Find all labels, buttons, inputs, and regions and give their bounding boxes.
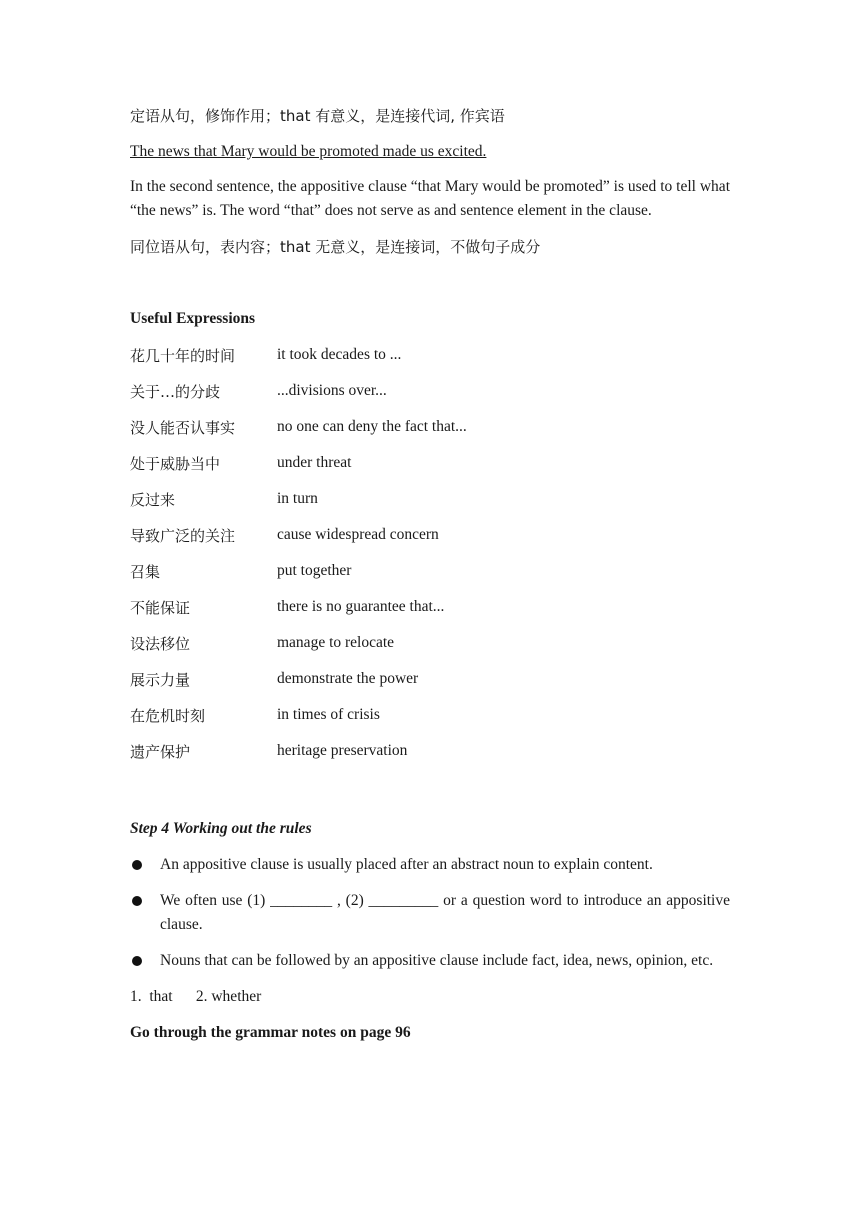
expressions-list: [130, 337, 730, 769]
expression-en: it took decades to ...: [277, 346, 402, 363]
expression-cn: 设法移位: [130, 634, 191, 653]
expression-row: [130, 409, 730, 445]
expression-en: demonstrate the power: [277, 670, 419, 687]
answers-line: 1. that 2. whether: [130, 988, 262, 1005]
rule-text: An appositive clause is usually placed after an abstract noun to explain content.: [160, 856, 653, 873]
expression-row: [130, 373, 730, 409]
example-sentence: The news that Mary would be promoted made us excited.: [130, 143, 487, 160]
grammar-notes-line: Go through the grammar notes on page 96: [130, 1024, 411, 1041]
expression-cn: 花几十年的时间: [130, 346, 236, 365]
expression-row: [130, 661, 730, 697]
useful-expressions-heading: Useful Expressions: [130, 310, 256, 327]
expression-cn: 不能保证: [130, 598, 191, 617]
expression-row: [130, 517, 730, 553]
expression-cn: 反过来: [130, 490, 176, 509]
expression-cn: 处于威胁当中: [130, 454, 221, 473]
expression-cn: 展示力量: [130, 670, 191, 689]
expression-en: cause widespread concern: [277, 526, 439, 543]
expression-row: [130, 337, 730, 373]
expression-en: in turn: [277, 490, 318, 507]
rule-text: We often use (1) ________ , (2) _________ or a question word to introduce an appositive clause.: [160, 892, 730, 933]
explanation-paragraph: In the second sentence, the appositive clause “that Mary would be promoted” is used to tell what “the news” is. The word “that” does not serve as and sentence element in the clause.: [130, 178, 730, 219]
expression-en: put together: [277, 562, 352, 579]
expression-en: ...divisions over...: [277, 382, 387, 399]
expression-en: no one can deny the fact that...: [277, 418, 467, 435]
rule-bullet: [130, 889, 730, 937]
rule-bullet: [130, 853, 730, 877]
expression-row: [130, 697, 730, 733]
expression-row: [130, 553, 730, 589]
expression-cn: 关于…的分歧: [130, 382, 221, 401]
expression-cn: 遗产保护: [130, 742, 191, 761]
expression-cn: 在危机时刻: [130, 706, 206, 725]
expression-row: [130, 481, 730, 517]
expression-cn: 导致广泛的关注: [130, 526, 236, 545]
expression-en: in times of crisis: [277, 706, 380, 723]
expression-en: manage to relocate: [277, 634, 395, 651]
expression-row: [130, 445, 730, 481]
bullet-dot-icon: [130, 889, 160, 913]
cn-appositive-note: 同位语从句，表内容；that 无意义，是连接词，不做句子成分: [130, 238, 541, 256]
step4-heading: Step 4 Working out the rules: [130, 820, 312, 837]
expression-cn: 召集: [130, 562, 161, 581]
cn-attributive-note: 定语从句，修饰作用；that 有意义，是连接代词, 作宾语: [130, 107, 505, 125]
expression-en: under threat: [277, 454, 352, 471]
rule-text: Nouns that can be followed by an appositive clause include fact, idea, news, opinion, etc.: [160, 952, 714, 969]
bullet-dot-icon: [130, 949, 160, 973]
expression-row: [130, 589, 730, 625]
expression-row: [130, 733, 730, 769]
expression-cn: 没人能否认事实: [130, 418, 236, 437]
bullet-dot-icon: [130, 853, 160, 877]
rule-bullet: [130, 949, 730, 973]
expression-row: [130, 625, 730, 661]
document-page: [130, 100, 730, 1045]
expression-en: there is no guarantee that...: [277, 598, 445, 615]
expression-en: heritage preservation: [277, 742, 408, 759]
